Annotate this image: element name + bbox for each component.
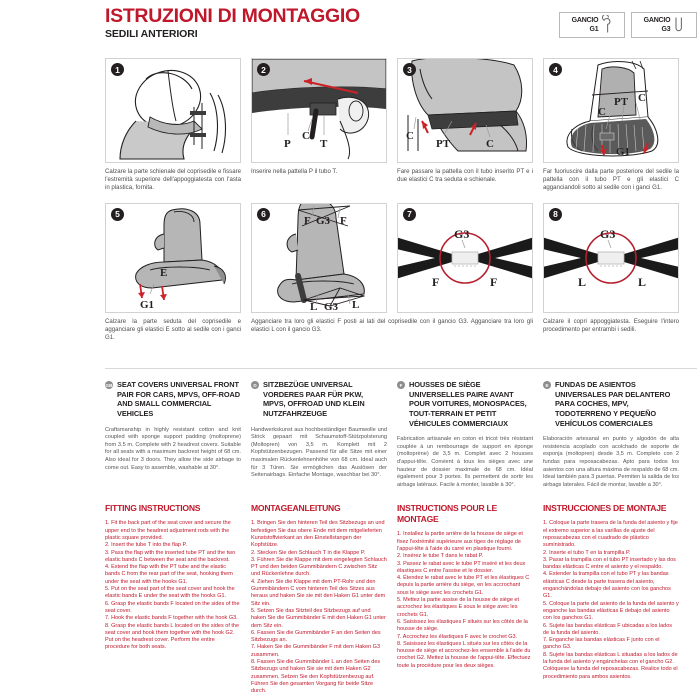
instruction-line: 4. Ziehen Sie die Klappe mit dem PT-Rohr und den Gummibändern C vom hinteren Teil des Sitzes aus heraus und haken Sie sie mit den Haken G1 unter dem Sitz ein.: [251, 578, 386, 607]
step-5-label-e: E: [160, 266, 168, 279]
instruction-line: 4. Extender la trampilla con el tubo PT y las bandas elásticas C desde la parte trasera del asiento, enganchándolas debajo del asiento con los ganchos G1.: [543, 571, 671, 600]
hook-connection-f-drawing: [398, 204, 532, 312]
badge-g3-label: GANCIO: [643, 17, 671, 24]
instruction-line: 4. Étendez le rabat avec le tube PT et les élastiques C depuis la partie arrière du siège, en les accrochant sous le siège avec les crochets G1.: [397, 575, 530, 596]
step-8-illustration: [543, 203, 679, 313]
step-4-label-c1: C: [598, 106, 606, 118]
step-6-label-f2: F: [340, 214, 347, 227]
step-3-number: 3: [403, 63, 416, 76]
instruction-line: 6. Grasp the elastic bands F located on the sides of the seat cover.: [105, 600, 240, 614]
seat-rear-hooks-drawing: [544, 59, 678, 162]
step-1-illustration: [105, 58, 241, 163]
instruction-line: 5. Mettez la partie assise de la housse de siège et accrochez les élastiques E sous le siège avec les crochets G1.: [397, 597, 519, 618]
step-5-number: 5: [111, 208, 124, 221]
step-7-label-f2: F: [490, 274, 498, 289]
instruction-line: 8. Sujete las bandas elásticas L situadas a los lados de la funda del asiento y engánchelas con el gancho G2. Colóquese la funda del reposacabezas. Realice todo el procedimiento para ambos asientos.: [543, 651, 678, 680]
instructions-gb-body: [105, 520, 241, 651]
step-7: [397, 203, 533, 343]
step-8-label-l2: L: [638, 274, 647, 289]
instruction-line: 6. Fassen Sie die Gummibänder F an den Seiten des Sitzbezugs an.: [251, 629, 381, 644]
instruction-line: 7. Enganche las bandas elásticas F junto con el gancho G3.: [543, 637, 660, 651]
instruction-line: 6. Sujete las bandas elásticas F ubicadas a los lados de la funda del asiento.: [543, 622, 673, 636]
instruction-line: 3. Führen Sie die Klappe mit dem eingelegten Schlauch PT und den beiden Gummibändern C zwischen Sitz und Rückenlehne durch.: [251, 556, 387, 578]
instructions-fr-body: [397, 531, 533, 670]
step-6-label-g3-bot: G3: [324, 300, 339, 312]
flag-de-icon: D: [251, 381, 259, 389]
step-6-number: 6: [257, 208, 270, 221]
step-6-caption: Agganciare tra loro gli elastici F posti ai lati del coprisedile con il gancio G3. Agganciare tra loro gli elastici L con il gancio G3.: [251, 317, 533, 333]
badge-gancio-g3: [631, 12, 697, 38]
instructions-de-heading: MONTAGEANLEITUNG: [251, 503, 341, 514]
step-5-label-g1: G1: [140, 298, 155, 311]
step-5-illustration: [105, 203, 241, 313]
section-divider: [105, 368, 697, 369]
step-5-caption: Calzare la parte seduta del coprisedile e agganciare gli elastici E sotto al sedile con i ganci G1.: [105, 317, 241, 342]
step-6-label-g3-top: G3: [316, 214, 331, 227]
step-3-label-c1: C: [406, 130, 414, 142]
instructions-de-body: [251, 520, 387, 695]
flag-gb-icon: GB: [105, 382, 113, 388]
badge-g1-label: GANCIO: [571, 17, 599, 24]
description-fr-title: HOUSSES DE SIÈGE UNIVERSELLES PAIRE AVANT POUR VOITURES, MONOSPACES, TOUT-TERRAIN ET PETIT VÉHICULES COMMERCIAUX: [409, 380, 527, 428]
step-6-illustration: [251, 203, 387, 313]
instruction-line: 8. Saisissez les élastiques L situés sur les côtés de la housse de siège et accrochez-les ensemble à l'aide du crochet G2. Mettez la housse de l'appui-tête. Effectuez toute la procédure pour les deux sièges.: [397, 640, 531, 669]
page-subtitle: SEDILI ANTERIORI: [105, 28, 198, 40]
instruction-line: 3. Passez le rabat avec le tube PT inséré et les deux élastiques C entre l'assise et le dossier.: [397, 560, 526, 574]
step-4-label-g1: G1: [616, 146, 631, 158]
step-7-label-f1: F: [432, 274, 440, 289]
step-7-number: 7: [403, 208, 416, 221]
product-descriptions: [105, 380, 697, 489]
step-3: [397, 58, 533, 193]
step-4-label-pt: PT: [614, 96, 629, 108]
instruction-line: 7. Haken Sie die Gummibänder F mit dem Haken G3 zusammen.: [251, 644, 381, 658]
description-de-title: SITZBEZÜGE UNIVERSAL VORDERES PAAR FÜR PKW, MPVS, OFFROAD UND KLEIN NUTZFAHRZEUGE: [263, 380, 365, 418]
step-2-label-p: P: [284, 138, 291, 150]
instructions-es-body: [543, 520, 679, 681]
step-row-1: [105, 58, 697, 193]
hook-connection-l-drawing: [544, 204, 678, 312]
flag-fr-icon: F: [397, 381, 405, 389]
fitting-instructions: [105, 503, 697, 695]
description-es-body: Elaboración artesanal en punto y algodón de alta resistencia acoplado con acolchado de soporte de esponja (moltopren) desde 3,5 m. Completo con 2 fundas para reposacabezas. Apto para todos los asientos con una altura máxima de respaldo de 68 cm. Ideal también para 3 puertas. Permiten la salida de los airbags laterales. Fácil de montar, lavable a 30°.: [543, 436, 679, 488]
step-3-label-c2: C: [486, 138, 494, 150]
instructions-gb-heading: FITTING INSTRUCTIONS: [105, 503, 201, 514]
step-7-illustration: [397, 203, 533, 313]
step-8-number: 8: [549, 208, 562, 221]
instruction-line: 1. Coloque la parte trasera de la funda del asiento y fije el extremo superior a las varillas de ajuste del reposacabezas con el cuadrado de plástico suministrado.: [543, 520, 678, 549]
step-2-label-c: C: [302, 130, 310, 142]
description-es-title: FUNDAS DE ASIENTOS UNIVERSALES PAR DELANTERO PARA COCHES, MPV, TODOTERRENO Y PEQUEÑO VEHÍCULOS COMERCIALES: [555, 380, 671, 428]
step-1: [105, 58, 241, 193]
u-clip-icon: [673, 15, 684, 35]
step-8-label-l1: L: [578, 274, 587, 289]
instruction-line: 8. Grasp the elastic bands L located on the sides of the seat cover and hook them together with the hook G2. Put on the headrest cover. Perform the entire procedure for both seats.: [105, 622, 240, 651]
badge-g3-code: G3: [661, 26, 671, 33]
description-gb: [105, 380, 241, 489]
step-6-label-f1: F: [304, 214, 311, 227]
step-4-number: 4: [549, 63, 562, 76]
sheet-header: [105, 6, 697, 50]
instruction-line: 7. Accrochez les élastiques F avec le crochet G3.: [397, 633, 518, 640]
flag-es-icon: E: [543, 381, 551, 389]
instructions-fr: [397, 503, 533, 695]
step-3-caption: Fare passare la pattella con il tubo inserito PT e i due elastici C tra seduta e schienale.: [397, 168, 533, 184]
instruction-sheet: [105, 0, 697, 700]
seat-gap-drawing: [398, 59, 532, 162]
flap-tube-drawing: [252, 59, 386, 162]
step-3-illustration: [397, 58, 533, 163]
description-gb-title: SEAT COVERS UNIVERSAL FRONT PAIR FOR CARS, MPVS, OFF-ROAD AND SMALL COMMERCIAL VEHICLES: [117, 380, 241, 418]
instruction-line: 1. Installez la partie arrière de la housse de siège et fixez l'extrémité supérieure aux tiges de réglage de l'appui-tête à l'aide du carré en plastique fourni.: [397, 531, 523, 552]
step-row-2: [105, 203, 697, 343]
step-1-caption: Calzare la parte schienale del coprisedile e fissare l'estremità superiore dell'appoggiatesta con l'asta in plastica, fornita.: [105, 168, 241, 192]
step-1-number: 1: [111, 63, 124, 76]
step-2: [251, 58, 387, 193]
instruction-line: 3. Pasar la trampilla con el tubo PT insertado y las dos bandas elásticas C entre el asiento y el respaldo.: [543, 556, 676, 571]
step-2-number: 2: [257, 63, 270, 76]
description-de-body: Handwerkskunst aus hochbeständiger Baumwolle und Strick gepaart mit Schaumstoff-Stützpolsterung (Moltopren) von 3,5 m. Komplett mit 2 Kopfstützenbezugen. Passend für alle Sitze mit einer maximalen Rückenlehnenhöhe von 68 cm. Ideal auch für 3 Türen. Sie ermöglichen das Auslösen der Seitenairbags. Einfache Montage, waschbar bei 30°.: [251, 426, 387, 479]
seat-cushion-drawing: [106, 204, 240, 312]
headrest-cover-drawing: [106, 59, 240, 162]
instruction-line: 5. Setzen Sie das Sitzteil des Sitzbezugs auf und haken Sie die Gummibänder E mit den Haken G1 unter dem Sitz ein.: [251, 607, 386, 629]
instruction-line: 5. Put on the seat part of the seat cover and hook the elastic bands E under the seat with the hooks G1.: [105, 586, 235, 600]
step-6: [251, 203, 533, 343]
page-title: ISTRUZIONI DI MONTAGGIO: [105, 5, 360, 27]
instructions-de: [251, 503, 387, 695]
description-fr-body: Fabrication artisanale en coton et tricot très résistant couplée à un rembourrage de support en éponge (moltoprène) de 3,5 m. Complet avec 2 housses d'appui-tête. Convient à tous les sièges avec une hauteur de dossier maximale de 68 cm. Idéal également pour 3 portes. Ils permettent de sortir les airbags latéraux. Facile à monter, lavable à 30°.: [397, 436, 533, 488]
step-4-caption: Far fuoriuscire dalla parte posteriore del sedile la pattella con il tubo PT e gli elastici C agganciandoli sotto al sedile con i ganci G1.: [543, 168, 679, 192]
step-8-label-g3: G3: [600, 226, 616, 241]
description-de: [251, 380, 387, 489]
instruction-line: 4. Extend the flap with the PT tube and the elastic bands C from the rear part of the seat, hooking them under the seat with the hooks G1.: [105, 564, 233, 585]
step-4-illustration: [543, 58, 679, 163]
description-fr: [397, 380, 533, 489]
step-4-label-c2: C: [638, 92, 646, 104]
instruction-line: 5. Coloque la parte del asiento de la funda del asiento y enganche las bandas elásticas E debajo del asiento con los ganchos G1.: [543, 600, 679, 622]
instruction-line: 2. Stecken Sie den Schlauch T in die Klappe P.: [251, 549, 366, 556]
description-es: [543, 380, 679, 489]
step-7-label-g3: G3: [454, 226, 470, 241]
instruction-line: 3. Pass the flap with the inserted tube PT and the two elastic bands C between the seat and the backrest.: [105, 549, 236, 563]
instruction-line: 2. Insérez le tube T dans le rabat P.: [397, 553, 484, 560]
step-4: [543, 58, 679, 193]
step-2-label-t: T: [320, 138, 328, 150]
step-8-caption: Calzare il copri appoggiatesta. Eseguire l'intero procedimento per entrambi i sedili.: [543, 317, 679, 333]
badge-g1-code: G1: [589, 26, 599, 33]
instruction-line: 8. Fassen Sie die Gummibänder L an den Seiten des Sitzbezugs und haken Sie sie mit dem Haken G2 zusammen. Setzen Sie den Kopfstützenbezug auf. Führen Sie den gesamten Vorgang für beide Sitze durch.: [251, 658, 381, 695]
description-gb-body: Craftsmanship in highly resistant cotton and knit coupled with sponge support padding (moltoprene) from 3.5 m. Complete with 2 headrest covers. Suitable for all seats with a maximum backrest height of 68 cm. Also ideal for 3 doors. They allow the side airbage to come out. Easy to assemble, washable at 30°.: [105, 426, 241, 471]
step-6-label-l1: L: [310, 300, 318, 312]
instructions-fr-heading: INSTRUCTIONS POUR LE MONTAGE: [397, 503, 498, 525]
instructions-es: [543, 503, 679, 695]
instruction-line: 2. Inserte el tubo T en la trampilla P.: [543, 549, 631, 556]
step-3-label-pt: PT: [436, 138, 451, 150]
seat-elastic-bands-drawing: [252, 204, 386, 312]
step-grid: [105, 58, 697, 342]
badge-gancio-g1: [559, 12, 625, 38]
instruction-line: 1. Bringen Sie den hinteren Teil des Sitzbezugs an und befestigen Sie das obere Ende mit dem mitgelieferten Kunststoffvierkant an den Einstellstangen der Kopfstütze.: [251, 520, 385, 549]
s-hook-icon: [601, 15, 612, 35]
instruction-line: 2. Insert the tube T into the flap P.: [105, 542, 187, 549]
step-2-caption: Inserire nella pattella P il tubo T.: [251, 168, 338, 175]
instruction-line: 7. Hook the elastic bands F together with the hook G3.: [105, 615, 238, 622]
step-2-illustration: [251, 58, 387, 163]
step-8: [543, 203, 679, 343]
instructions-es-heading: INSTRUCCIONES DE MONTAJE: [543, 503, 667, 514]
instruction-line: 6. Saisissez les élastiques F situés sur les côtés de la housse de siège.: [397, 618, 528, 633]
step-5: [105, 203, 241, 343]
instruction-line: 1. Fit the back part of the seat cover and secure the upper end to the headrest adjustment rods with the plastic square provided.: [105, 520, 231, 541]
hook-legend: [559, 12, 697, 38]
instructions-gb: [105, 503, 241, 695]
step-6-label-l2: L: [352, 298, 360, 311]
